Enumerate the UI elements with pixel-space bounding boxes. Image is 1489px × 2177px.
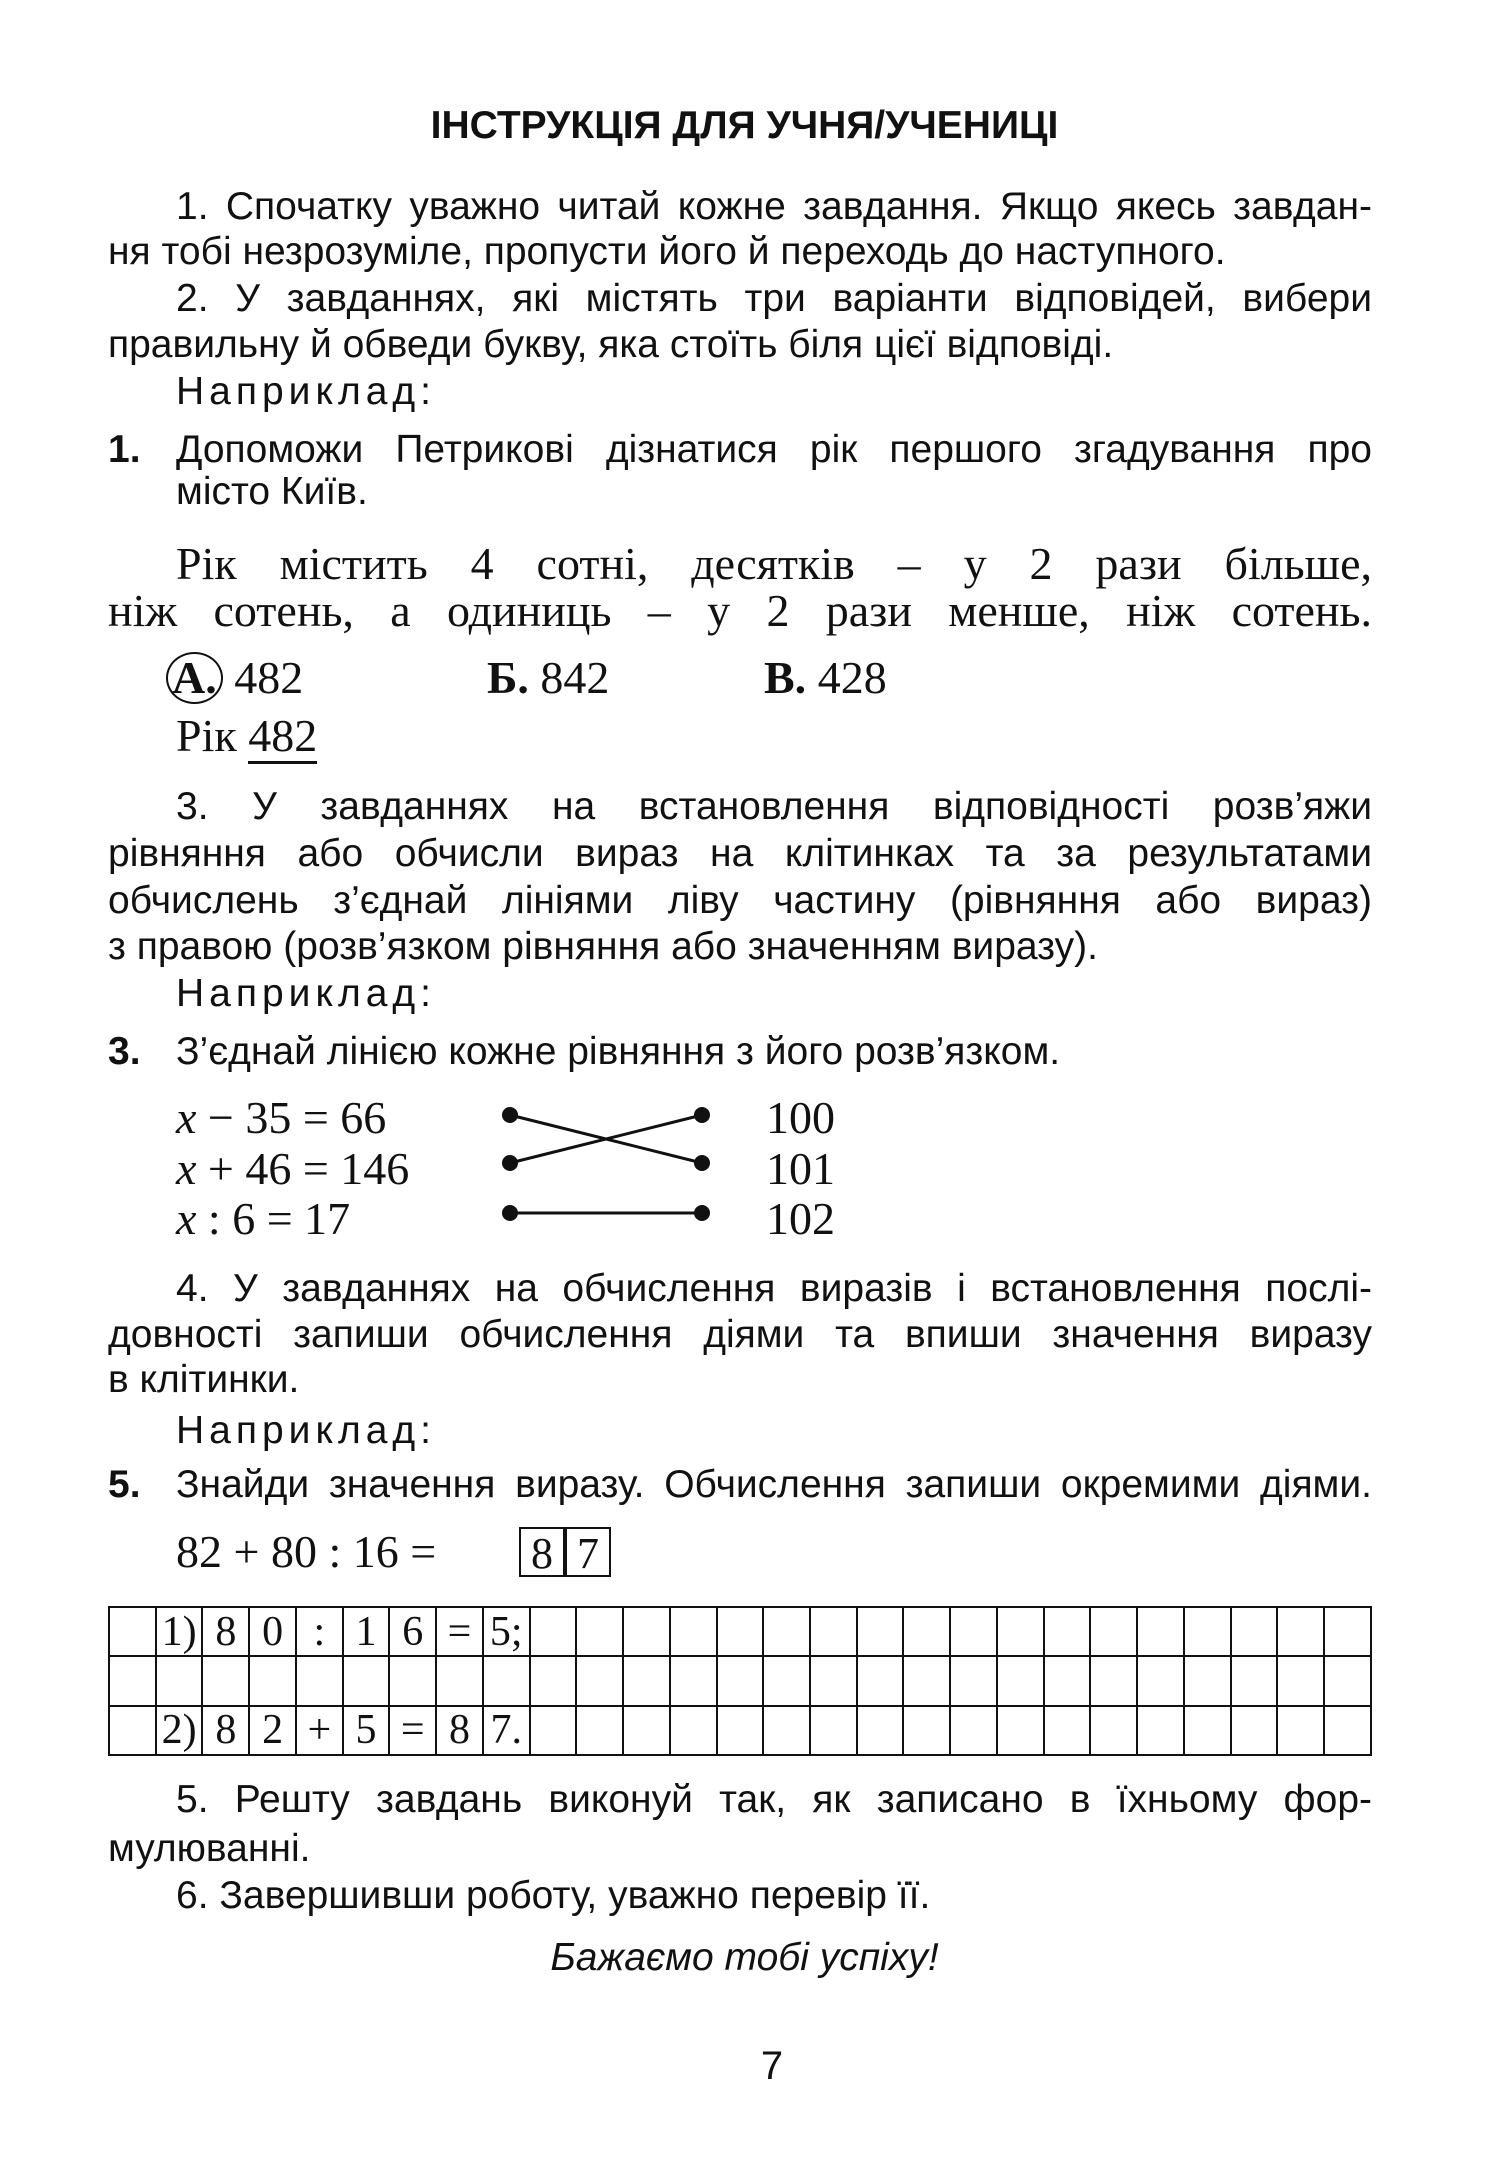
left-dot xyxy=(502,1107,518,1123)
grid-row xyxy=(109,1656,1371,1705)
grid-cell[interactable] xyxy=(950,1706,997,1755)
grid-cell[interactable] xyxy=(1184,1607,1231,1656)
option-letter: В. xyxy=(764,652,807,703)
grid-cell[interactable]: 2 xyxy=(249,1706,296,1755)
option-value: 842 xyxy=(540,652,610,703)
grid-cell[interactable]: 1 xyxy=(343,1607,390,1656)
page-number: 7 xyxy=(760,2044,784,2088)
grid-cell[interactable] xyxy=(1277,1706,1324,1755)
grid-cell[interactable] xyxy=(1044,1656,1091,1705)
grid-cell[interactable] xyxy=(1277,1607,1324,1656)
grid-cell[interactable]: : xyxy=(296,1607,343,1656)
grid-cell[interactable]: = xyxy=(389,1706,436,1755)
grid-cell[interactable] xyxy=(857,1706,904,1755)
task-number: 1. xyxy=(108,428,141,471)
paragraph-5-line: мулюванні. xyxy=(108,1827,311,1870)
grid-cell[interactable] xyxy=(810,1607,857,1656)
example-label: Наприклад: xyxy=(176,370,436,413)
paragraph-4-line: в клітинки. xyxy=(108,1358,300,1401)
solution: 102 xyxy=(766,1193,835,1244)
page-title: ІНСТРУКЦІЯ ДЛЯ УЧНЯ/УЧЕНИЦІ xyxy=(430,104,1059,147)
grid-cell[interactable] xyxy=(1324,1656,1371,1705)
equation-var: x xyxy=(176,1143,197,1194)
expression: 82 + 80 : 16 = xyxy=(176,1526,437,1577)
grid-cell[interactable] xyxy=(717,1656,764,1705)
grid-cell[interactable] xyxy=(997,1706,1044,1755)
grid-cell[interactable] xyxy=(717,1706,764,1755)
equation-rest: : 6 = 17 xyxy=(196,1193,351,1244)
grid-cell[interactable] xyxy=(763,1706,810,1755)
option-letter: Б. xyxy=(487,652,529,703)
equation-rest: + 46 = 146 xyxy=(196,1143,410,1194)
task-number: 5. xyxy=(108,1463,141,1506)
grid-cell[interactable] xyxy=(1277,1656,1324,1705)
solution: 101 xyxy=(766,1143,835,1194)
grid-cell[interactable] xyxy=(903,1706,950,1755)
option-value: 428 xyxy=(817,652,887,703)
solution: 100 xyxy=(766,1092,835,1143)
option-value: 482 xyxy=(234,652,304,703)
grid-cell[interactable] xyxy=(1184,1706,1231,1755)
selected-circle xyxy=(166,652,223,704)
task-condition: Рік містить 4 сотні, десятків – у 2 рази більше, xyxy=(176,538,1372,589)
closing-wish: Бажаємо тобі успіху! xyxy=(550,1936,939,1979)
paragraph-1-line: 1. Спочатку уважно читай кожне завдання. Якщо якесь завдан- xyxy=(176,185,1372,228)
grid-cell[interactable] xyxy=(109,1706,156,1755)
grid-cell[interactable] xyxy=(623,1607,670,1656)
option-a[interactable] xyxy=(166,652,303,706)
paragraph-2-line: 2. У завданнях, які містять три варіанти відповідей, вибери xyxy=(176,277,1372,320)
grid-cell[interactable] xyxy=(1090,1607,1137,1656)
equation xyxy=(176,1144,409,1194)
grid-cell[interactable] xyxy=(763,1607,810,1656)
left-dot xyxy=(502,1205,518,1221)
paragraph-5-line: 5. Решту завдань виконуй так, як записано в їхньому фор- xyxy=(176,1778,1372,1821)
paragraph-2-line: правильну й обведи букву, яка стоїть біля цієї відповіді. xyxy=(108,323,1114,366)
grid-cell[interactable] xyxy=(763,1656,810,1705)
grid-cell[interactable]: 1) xyxy=(156,1607,203,1656)
grid-cell[interactable] xyxy=(1231,1607,1278,1656)
answer-value: 482 xyxy=(248,710,317,764)
grid-cell[interactable] xyxy=(296,1656,343,1705)
grid-cell[interactable] xyxy=(717,1607,764,1656)
grid-cell[interactable] xyxy=(1137,1607,1184,1656)
grid-cell[interactable]: 0 xyxy=(249,1607,296,1656)
task-text: місто Київ. xyxy=(176,470,368,513)
equation-var: x xyxy=(176,1092,197,1143)
grid-cell[interactable] xyxy=(950,1656,997,1705)
grid-cell[interactable]: 7. xyxy=(483,1706,530,1755)
grid-cell[interactable]: 8 xyxy=(202,1607,249,1656)
right-dot xyxy=(694,1155,710,1171)
paragraph-6: 6. Завершивши роботу, уважно перевір її. xyxy=(176,1874,931,1917)
grid-cell[interactable] xyxy=(156,1656,203,1705)
paragraph-4-line: довності запиши обчислення діями та впиши значення виразу xyxy=(108,1313,1372,1356)
paragraph-3-line: обчислень з’єднай лініями ліву частину (рівняння або вираз) xyxy=(108,879,1372,922)
right-dot xyxy=(694,1107,710,1123)
grid-cell[interactable] xyxy=(1231,1706,1278,1755)
grid-cell[interactable] xyxy=(1324,1607,1371,1656)
grid-cell[interactable] xyxy=(1137,1706,1184,1755)
example-label: Наприклад: xyxy=(176,972,436,1015)
grid-row xyxy=(109,1607,1371,1656)
grid-cell[interactable]: 5 xyxy=(343,1706,390,1755)
grid-cell[interactable] xyxy=(1090,1706,1137,1755)
grid-cell[interactable] xyxy=(576,1706,623,1755)
grid-cell[interactable]: 5; xyxy=(483,1607,530,1656)
option-b[interactable] xyxy=(487,654,609,702)
grid-cell[interactable] xyxy=(857,1656,904,1705)
example-label: Наприклад: xyxy=(176,1409,436,1452)
grid-row xyxy=(109,1706,1371,1755)
grid-cell[interactable] xyxy=(997,1607,1044,1656)
grid-cell[interactable] xyxy=(109,1607,156,1656)
grid-cell[interactable] xyxy=(1090,1656,1137,1705)
task-text: З’єднай лінією кожне рівняння з його розв’язком. xyxy=(176,1030,1061,1073)
grid-cell[interactable] xyxy=(576,1656,623,1705)
grid-cell[interactable] xyxy=(1184,1656,1231,1705)
paragraph-1-line: ня тобі незрозуміле, пропусти його й переходь до наступного. xyxy=(108,230,1226,273)
grid-cell[interactable] xyxy=(857,1607,904,1656)
matching-lines xyxy=(490,1095,730,1235)
grid-cell[interactable] xyxy=(1044,1607,1091,1656)
grid-cell[interactable] xyxy=(109,1656,156,1705)
grid-cell[interactable]: 8 xyxy=(202,1706,249,1755)
equation-var: x xyxy=(176,1193,197,1244)
grid-cell[interactable] xyxy=(623,1656,670,1705)
option-c[interactable] xyxy=(764,654,887,702)
grid-cell[interactable]: = xyxy=(436,1607,483,1656)
grid-cell[interactable] xyxy=(1231,1656,1278,1705)
answer-digit-box[interactable]: 7 xyxy=(565,1527,611,1577)
task-condition: ніж сотень, а одиниць – у 2 рази менше, ніж сотень. xyxy=(108,585,1372,636)
calculation-grid xyxy=(108,1606,1372,1756)
left-dot xyxy=(502,1155,518,1171)
grid-cell[interactable] xyxy=(343,1656,390,1705)
task-text: Допоможи Петрикові дізнатися рік першого згадування про xyxy=(176,428,1372,471)
grid-cell[interactable] xyxy=(1137,1656,1184,1705)
answer-digit-box[interactable]: 8 xyxy=(519,1527,565,1577)
grid-cell[interactable] xyxy=(389,1656,436,1705)
grid-cell[interactable] xyxy=(810,1706,857,1755)
task-text: Знайди значення виразу. Обчислення запиши окремими діями. xyxy=(176,1463,1372,1506)
answer-line xyxy=(176,712,317,760)
grid-cell[interactable] xyxy=(1324,1706,1371,1755)
grid-cell[interactable] xyxy=(530,1656,577,1705)
equation xyxy=(176,1093,386,1143)
equation xyxy=(176,1194,350,1244)
paragraph-3-line: 3. У завданнях на встановлення відповідності розв’яжи xyxy=(176,785,1372,828)
paragraph-3-line: з правою (розв’язком рівняння або значенням виразу). xyxy=(108,925,1098,968)
grid-cell[interactable]: + xyxy=(296,1706,343,1755)
grid-cell[interactable] xyxy=(670,1706,717,1755)
option-letter: А. xyxy=(172,652,217,703)
task-number: 3. xyxy=(108,1030,141,1073)
grid-cell[interactable] xyxy=(670,1656,717,1705)
grid-cell[interactable] xyxy=(530,1706,577,1755)
grid-cell[interactable] xyxy=(483,1656,530,1705)
grid-cell[interactable] xyxy=(576,1607,623,1656)
paragraph-4-line: 4. У завданнях на обчислення виразів і встановлення послі- xyxy=(176,1267,1372,1310)
grid-cell[interactable] xyxy=(903,1656,950,1705)
grid-cell[interactable] xyxy=(997,1656,1044,1705)
grid-cell[interactable] xyxy=(623,1706,670,1755)
grid-cell[interactable] xyxy=(1044,1706,1091,1755)
grid-cell[interactable] xyxy=(670,1607,717,1656)
grid-cell[interactable] xyxy=(903,1607,950,1656)
grid-cell[interactable] xyxy=(530,1607,577,1656)
grid-cell[interactable]: 2) xyxy=(156,1706,203,1755)
grid-cell[interactable]: 8 xyxy=(436,1706,483,1755)
grid-cell[interactable] xyxy=(249,1656,296,1705)
grid-cell[interactable] xyxy=(950,1607,997,1656)
grid-cell[interactable] xyxy=(202,1656,249,1705)
grid-cell[interactable] xyxy=(810,1656,857,1705)
paragraph-3-line: рівняння або обчисли вираз на клітинках та за результатами xyxy=(108,832,1372,875)
right-dot xyxy=(694,1205,710,1221)
grid-cell[interactable]: 6 xyxy=(389,1607,436,1656)
answer-prefix: Рік xyxy=(176,710,237,761)
equation-rest: − 35 = 66 xyxy=(196,1092,387,1143)
grid-cell[interactable] xyxy=(436,1656,483,1705)
